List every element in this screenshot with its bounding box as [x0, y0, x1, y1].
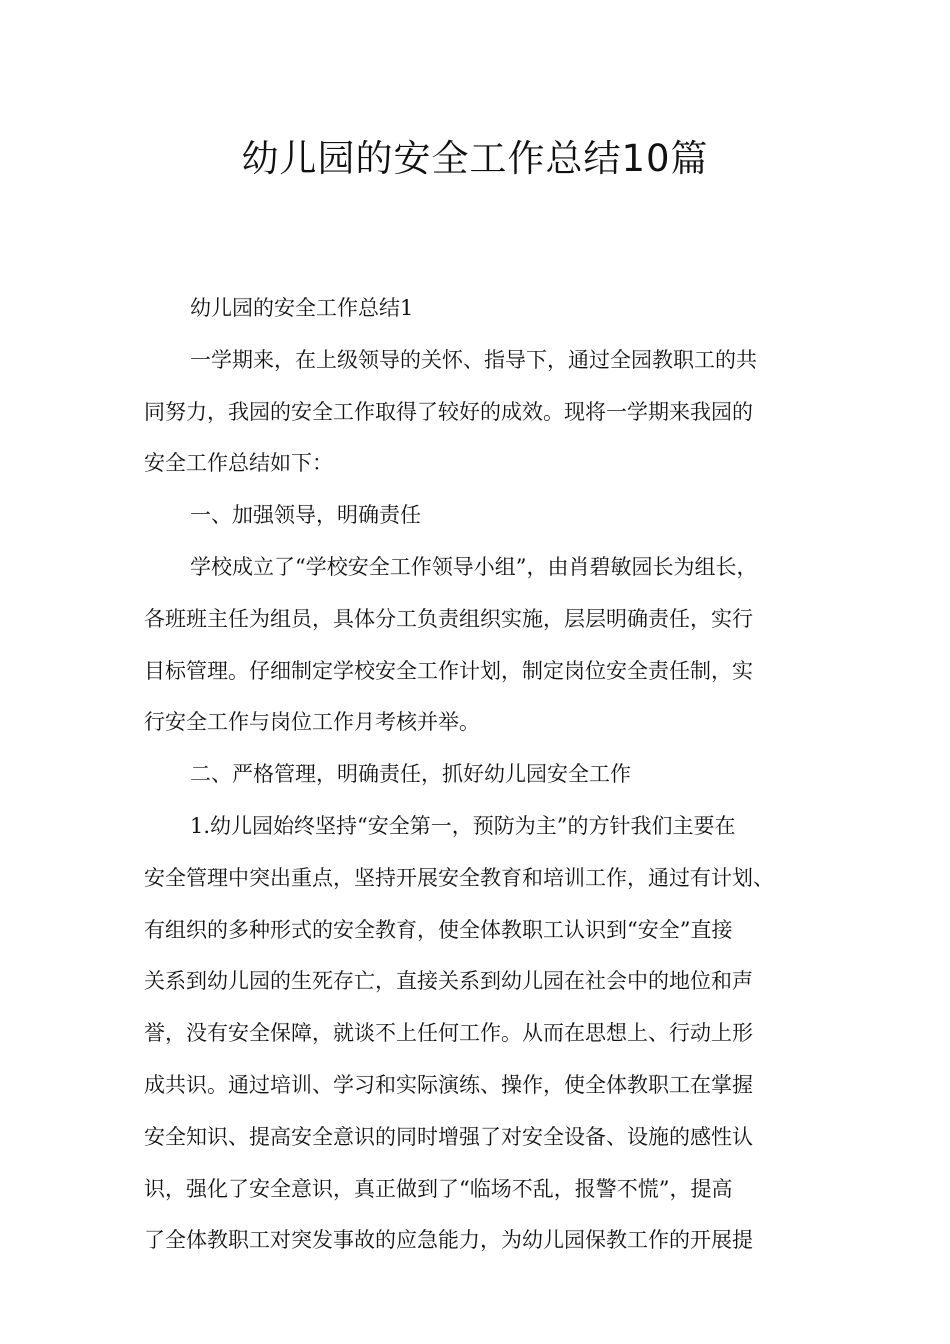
document-body: [144, 283, 810, 1267]
text-line: 有组织的多种形式的安全教育，使全体教职工认识到“安全”直接: [144, 917, 733, 942]
text-line: 安全工作总结如下：: [144, 451, 333, 476]
text-line: 识，强化了安全意识，真正做到了“临场不乱，报警不慌”，提高: [144, 1176, 733, 1201]
text-line: 誉，没有安全保障，就谈不上任何工作。从而在思想上、行动上形: [144, 1021, 753, 1046]
text-line: 成共识。通过培训、学习和实际演练、操作，使全体教职工在掌握: [144, 1072, 753, 1097]
document-title: 幼儿园的安全工作总结10篇: [241, 137, 709, 180]
text-line: 了全体教职工对突发事故的应急能力，为幼儿园保教工作的开展提: [144, 1228, 753, 1253]
text-line: 学校成立了“学校安全工作领导小组”，由肖碧敏园长为组长，: [190, 554, 758, 579]
text-line: 一学期来，在上级领导的关怀、指导下，通过全园教职工的共: [190, 347, 757, 372]
text-line: 同努力，我园的安全工作取得了较好的成效。现将一学期来我园的: [144, 399, 753, 424]
text-line: 幼儿园的安全工作总结1: [190, 296, 414, 320]
text-line: 安全管理中突出重点，坚持开展安全教育和培训工作，通过有计划、: [144, 865, 774, 890]
text-line: 关系到幼儿园的生死存亡，直接关系到幼儿园在社会中的地位和声: [144, 969, 753, 994]
text-line: 行安全工作与岗位工作月考核并举。: [144, 710, 480, 735]
text-line: 二、严格管理，明确责任，抓好幼儿园安全工作: [190, 762, 631, 787]
text-line: 1.幼儿园始终坚持“安全第一，预防为主”的方针我们主要在: [190, 813, 736, 838]
text-line: 安全知识、提高安全意识的同时增强了对安全设备、设施的感性认: [144, 1124, 753, 1149]
text-line: 各班班主任为组员，具体分工负责组织实施，层层明确责任，实行: [144, 606, 753, 631]
text-line: 目标管理。仔细制定学校安全工作计划，制定岗位安全责任制，实: [144, 658, 753, 683]
text-line: 一、加强领导，明确责任: [190, 503, 421, 528]
